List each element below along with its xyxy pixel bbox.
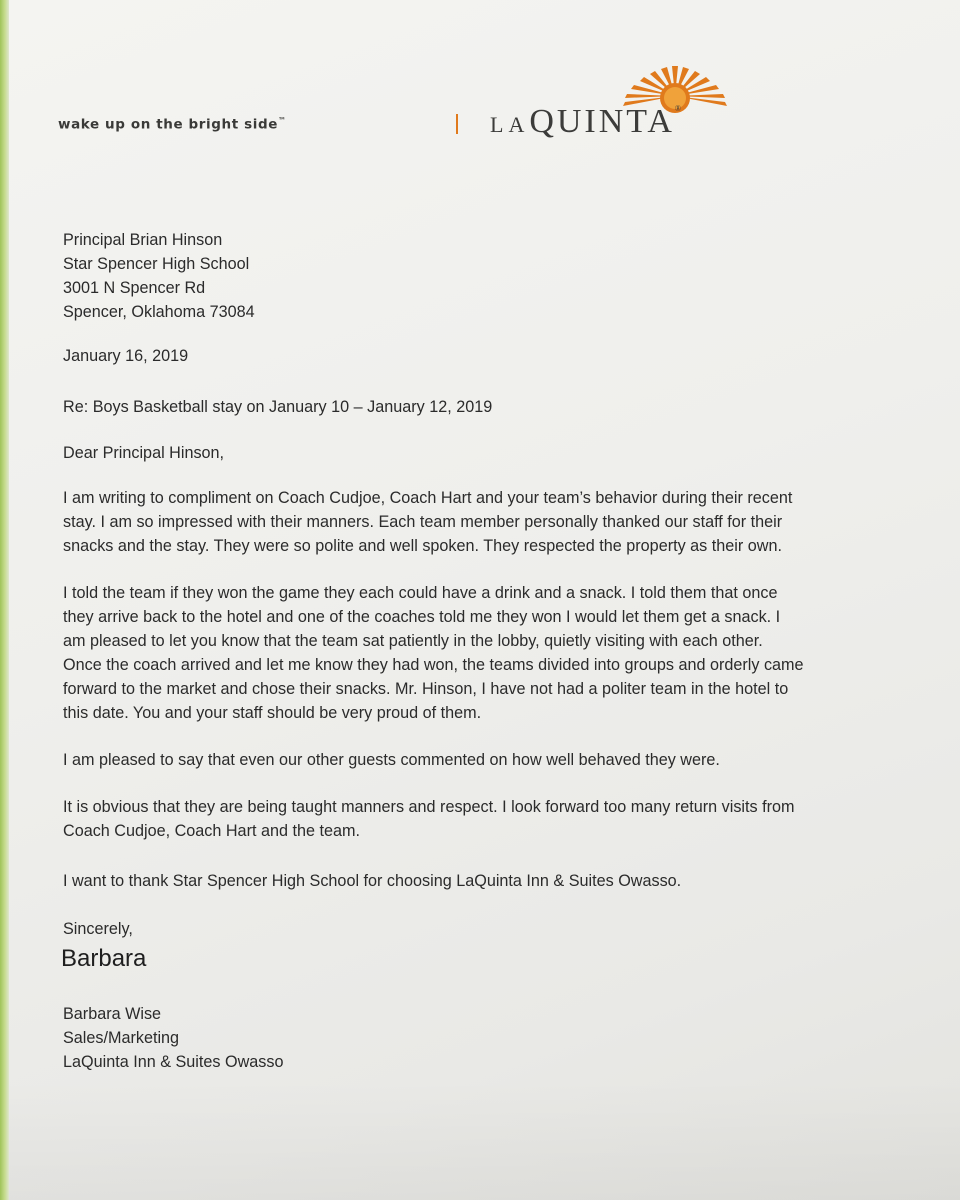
letter-date: January 16, 2019 — [63, 347, 189, 365]
paragraph-line: snacks and the stay. They were so polite and well spoken. They respected the property as their own. — [63, 537, 782, 555]
recipient-street: 3001 N Spencer Rd — [63, 279, 206, 297]
recipient-school: Star Spencer High School — [63, 255, 250, 273]
paragraph-line: forward to the market and chose their snacks. Mr. Hinson, I have not had a politer team in the hotel to — [63, 680, 789, 698]
brand-tagline — [58, 116, 287, 133]
sender-company: LaQuinta Inn & Suites Owasso — [63, 1053, 284, 1071]
salutation: Dear Principal Hinson, — [63, 444, 225, 462]
sender-name: Barbara Wise — [63, 1005, 162, 1023]
recipient-city: Spencer, Oklahoma 73084 — [63, 303, 255, 321]
paragraph-manners — [63, 795, 903, 843]
brand-prefix: LA — [490, 112, 530, 137]
tagline-text: wake up on the bright side — [58, 116, 278, 133]
paragraph-snack-story — [63, 581, 903, 725]
green-folder-edge — [0, 0, 9, 1200]
paragraph-line: they arrive back to the hotel and one of the coaches told me they won I would let them get a snack. I — [63, 608, 781, 626]
paragraph-line: Coach Cudjoe, Coach Hart and the team. — [63, 822, 360, 840]
paragraph-compliment — [63, 486, 903, 558]
letter-subject: Re: Boys Basketball stay on January 10 – January 12, 2019 — [63, 398, 493, 416]
paragraph-line: It is obvious that they are being taught manners and respect. I look forward too many return visits from — [63, 798, 795, 816]
paragraph-line: am pleased to let you know that the team sat patiently in the lobby, quietly visiting with each other. — [63, 632, 763, 650]
closing: Sincerely, — [63, 920, 133, 938]
brand-name: QUINTA — [529, 103, 675, 140]
sender-title: Sales/Marketing — [63, 1029, 180, 1047]
trademark-mark: ™ — [278, 116, 287, 125]
paragraph-guests: I am pleased to say that even our other guests commented on how well behaved they were. — [63, 751, 720, 769]
signature: Barbara — [61, 945, 147, 972]
page-shadow — [9, 1080, 960, 1200]
letter-page — [9, 0, 960, 1200]
paragraph-line: Once the coach arrived and let me know they had won, the teams divided into groups and orderly came — [63, 656, 804, 674]
letterhead-divider — [456, 114, 458, 134]
brand-wordmark — [490, 105, 681, 139]
paragraph-line: I am writing to compliment on Coach Cudjoe, Coach Hart and your team’s behavior during their recent — [63, 489, 793, 507]
paragraph-thanks: I want to thank Star Spencer High School for choosing LaQuinta Inn & Suites Owasso. — [63, 872, 682, 890]
paragraph-line: this date. You and your staff should be very proud of them. — [63, 704, 482, 722]
paragraph-line: stay. I am so impressed with their manners. Each team member personally thanked our staff for their — [63, 513, 783, 531]
recipient-name: Principal Brian Hinson — [63, 231, 223, 249]
paragraph-line: I told the team if they won the game they each could have a drink and a snack. I told them that once — [63, 584, 778, 602]
registered-mark: ® — [674, 104, 681, 113]
